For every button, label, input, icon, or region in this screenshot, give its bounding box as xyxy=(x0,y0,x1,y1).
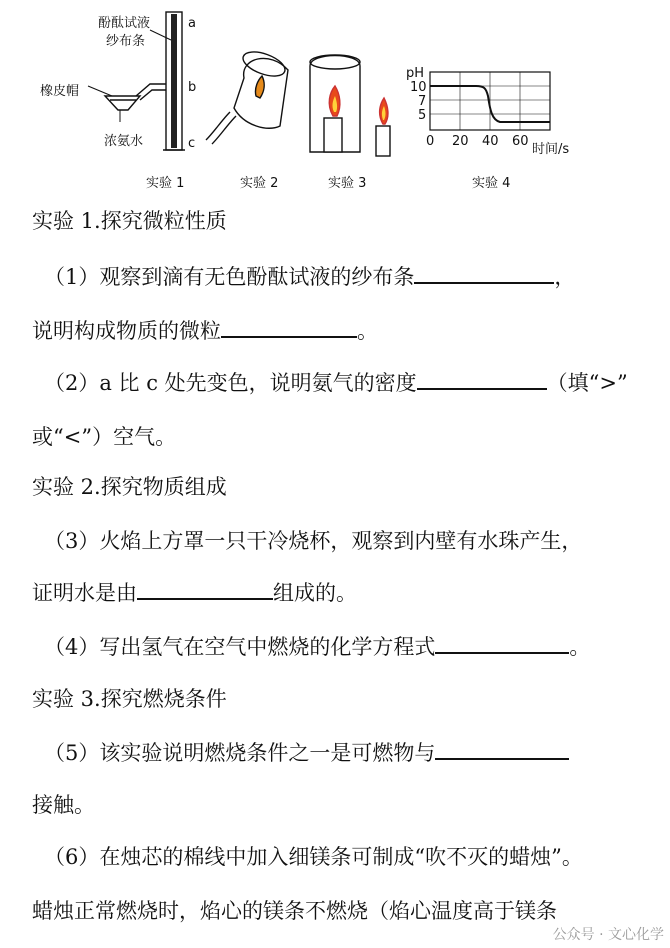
question-2-line2: 或“<”）空气。 xyxy=(32,425,177,449)
mark-c: c xyxy=(188,136,196,151)
label-gauze-strip: 纱布条 xyxy=(106,34,146,49)
question-3b-text: 证明水是由 xyxy=(32,581,137,605)
question-5-line2: 接触。 xyxy=(32,793,95,817)
chart-y-tick-5: 5 xyxy=(418,108,427,123)
question-6-line2: 蜡烛正常燃烧时，焰心的镁条不燃烧（焰心温度高于镁条 xyxy=(32,899,557,923)
question-3-line2 xyxy=(32,578,357,608)
question-2-line1 xyxy=(44,368,628,398)
chart-x-tick-20: 20 xyxy=(452,134,469,149)
question-2-text: （2）a 比 c 处先变色，说明氨气的密度 xyxy=(44,371,417,395)
label-conc-ammonia: 浓氨水 xyxy=(104,134,144,149)
answer-blank-1b[interactable] xyxy=(221,316,357,338)
exp3-apparatus xyxy=(310,55,390,156)
mark-a: a xyxy=(188,16,196,31)
question-1-text: （1）观察到滴有无色酚酞试液的纱布条 xyxy=(44,265,415,289)
chart-y-tick-7: 7 xyxy=(418,94,427,109)
chart-x-label: 时间/s xyxy=(532,142,570,157)
heading-exp1: 实验 1.探究微粒性质 xyxy=(32,209,227,233)
answer-blank-1a[interactable] xyxy=(414,262,554,284)
experiment-figure xyxy=(0,0,670,195)
label-phenolphthalein: 酚酞试液 xyxy=(98,16,151,31)
chart-y-tick-10: 10 xyxy=(410,80,427,95)
watermark: 公众号 · 文心化学 xyxy=(552,927,664,943)
question-6-line1: （6）在烛芯的棉线中加入细镁条可制成“吹不灭的蜡烛”。 xyxy=(44,845,583,869)
answer-blank-5[interactable] xyxy=(435,738,569,760)
question-1-line2 xyxy=(32,316,378,346)
answer-blank-3[interactable] xyxy=(137,578,273,600)
heading-exp3: 实验 3.探究燃烧条件 xyxy=(32,687,227,711)
chart-x-tick-40: 40 xyxy=(482,134,499,149)
question-3b-end: 组成的。 xyxy=(273,581,357,605)
question-5-line1 xyxy=(44,738,569,768)
heading-exp2: 实验 2.探究物质组成 xyxy=(32,475,227,499)
exp2-apparatus xyxy=(206,47,288,144)
chart-y-label: pH xyxy=(406,66,425,81)
caption-exp4: 实验 4 xyxy=(472,176,511,191)
question-4-text: （4）写出氢气在空气中燃烧的化学方程式 xyxy=(44,635,436,659)
chart-x-tick-60: 60 xyxy=(512,134,529,149)
caption-exp3: 实验 3 xyxy=(328,176,367,191)
caption-exp1: 实验 1 xyxy=(146,176,185,191)
question-3-line1: （3）火焰上方罩一只干冷烧杯，观察到内壁有水珠产生， xyxy=(44,529,583,553)
question-4 xyxy=(44,632,590,662)
question-1b-text: 说明构成物质的微粒 xyxy=(32,319,221,343)
label-rubber-cap: 橡皮帽 xyxy=(40,84,80,99)
question-5-text: （5）该实验说明燃烧条件之一是可燃物与 xyxy=(44,741,436,765)
exp4-chart xyxy=(430,72,550,130)
question-1-comma: ， xyxy=(554,265,576,289)
question-4-end: 。 xyxy=(569,635,591,659)
answer-blank-4[interactable] xyxy=(435,632,569,654)
question-1b-end: 。 xyxy=(357,319,378,343)
caption-exp2: 实验 2 xyxy=(240,176,279,191)
chart-x-tick-0: 0 xyxy=(426,134,435,149)
answer-blank-2[interactable] xyxy=(417,368,547,390)
mark-b: b xyxy=(188,80,197,95)
question-1-line1 xyxy=(44,262,575,292)
question-2-hint: （填“>” xyxy=(546,371,628,395)
